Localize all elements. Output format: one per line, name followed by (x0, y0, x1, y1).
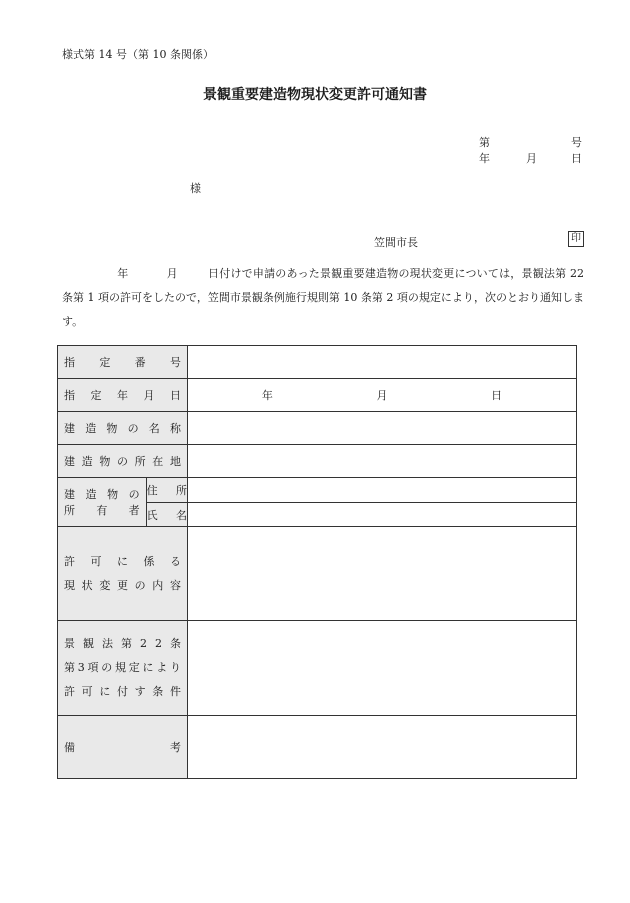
value-designation-date[interactable] (188, 379, 577, 412)
value-building-name[interactable] (188, 412, 577, 445)
row-permit-content (58, 527, 577, 621)
body-year: 年 (117, 267, 129, 280)
value-designation-number[interactable] (188, 346, 577, 379)
unit-year: 年 (261, 389, 273, 402)
label-building-location (58, 445, 188, 478)
label-remarks: 備 考 (58, 716, 188, 779)
row-remarks (58, 716, 577, 779)
label-owner-address: 住 所 (146, 478, 187, 503)
row-building-location (58, 445, 577, 478)
notice-body (62, 262, 584, 334)
value-owner-address[interactable] (188, 478, 577, 503)
value-building-location[interactable] (188, 445, 577, 478)
doc-number-prefix: 第 (479, 136, 490, 149)
value-owner-name[interactable] (188, 503, 577, 527)
label-owner-name: 氏 名 (146, 503, 187, 527)
row-permit-conditions (58, 621, 577, 716)
body-month: 月 (166, 267, 178, 280)
issuer-name: 笠間市長 (374, 236, 418, 249)
row-building-name (58, 412, 577, 445)
unit-day: 日 (491, 389, 503, 402)
designation-date-units (188, 387, 576, 403)
label-owner (58, 478, 147, 527)
label-building-name-text: 建 造 物 の 名 称 (64, 422, 181, 435)
unit-month: 月 (376, 389, 388, 402)
body-text: 日付けで申請のあった景観重要建造物の現状変更については，景観法第 22 条第 1 項の許可をしたので，笠間市景観条例施行規則第 10 条第 2 項の規定により，次のとおり通知します。 (62, 267, 585, 328)
label-permit-content: 許 可 に 係 る 現 状 変 更 の 内 容 (58, 527, 188, 621)
value-permit-content[interactable] (188, 527, 577, 621)
label-permit-conditions: 景 観 法 第 2 2 条 第 3 項 の 規 定 に よ り 許 可 に 付 す 条 件 (58, 621, 188, 716)
form-number: 様式第 14 号（第 10 条関係） (62, 48, 214, 61)
value-permit-conditions[interactable] (188, 621, 577, 716)
label-owner-text: 建 造 物 の 所 有 者 (64, 488, 140, 517)
value-remarks[interactable] (188, 716, 577, 779)
row-designation-date (58, 379, 577, 412)
doc-date-day: 日 (571, 152, 582, 165)
row-designation-number (58, 346, 577, 379)
label-building-name (58, 412, 188, 445)
notice-table (57, 345, 577, 779)
row-owner-address (58, 478, 577, 503)
doc-date-month: 月 (526, 152, 537, 165)
label-designation-date (58, 379, 188, 412)
addressee-suffix: 様 (190, 182, 201, 195)
label-building-location-text: 建 造 物 の 所 在 地 (64, 455, 181, 468)
doc-number-suffix: 号 (571, 136, 582, 149)
document-title: 景観重要建造物現状変更許可通知書 (203, 87, 427, 103)
label-designation-date-text: 指 定 年 月 日 (64, 389, 181, 402)
label-designation-number-text: 指 定 番 号 (64, 356, 181, 369)
doc-date-year: 年 (479, 152, 490, 165)
seal-mark: 印 (568, 231, 584, 247)
label-designation-number (58, 346, 188, 379)
